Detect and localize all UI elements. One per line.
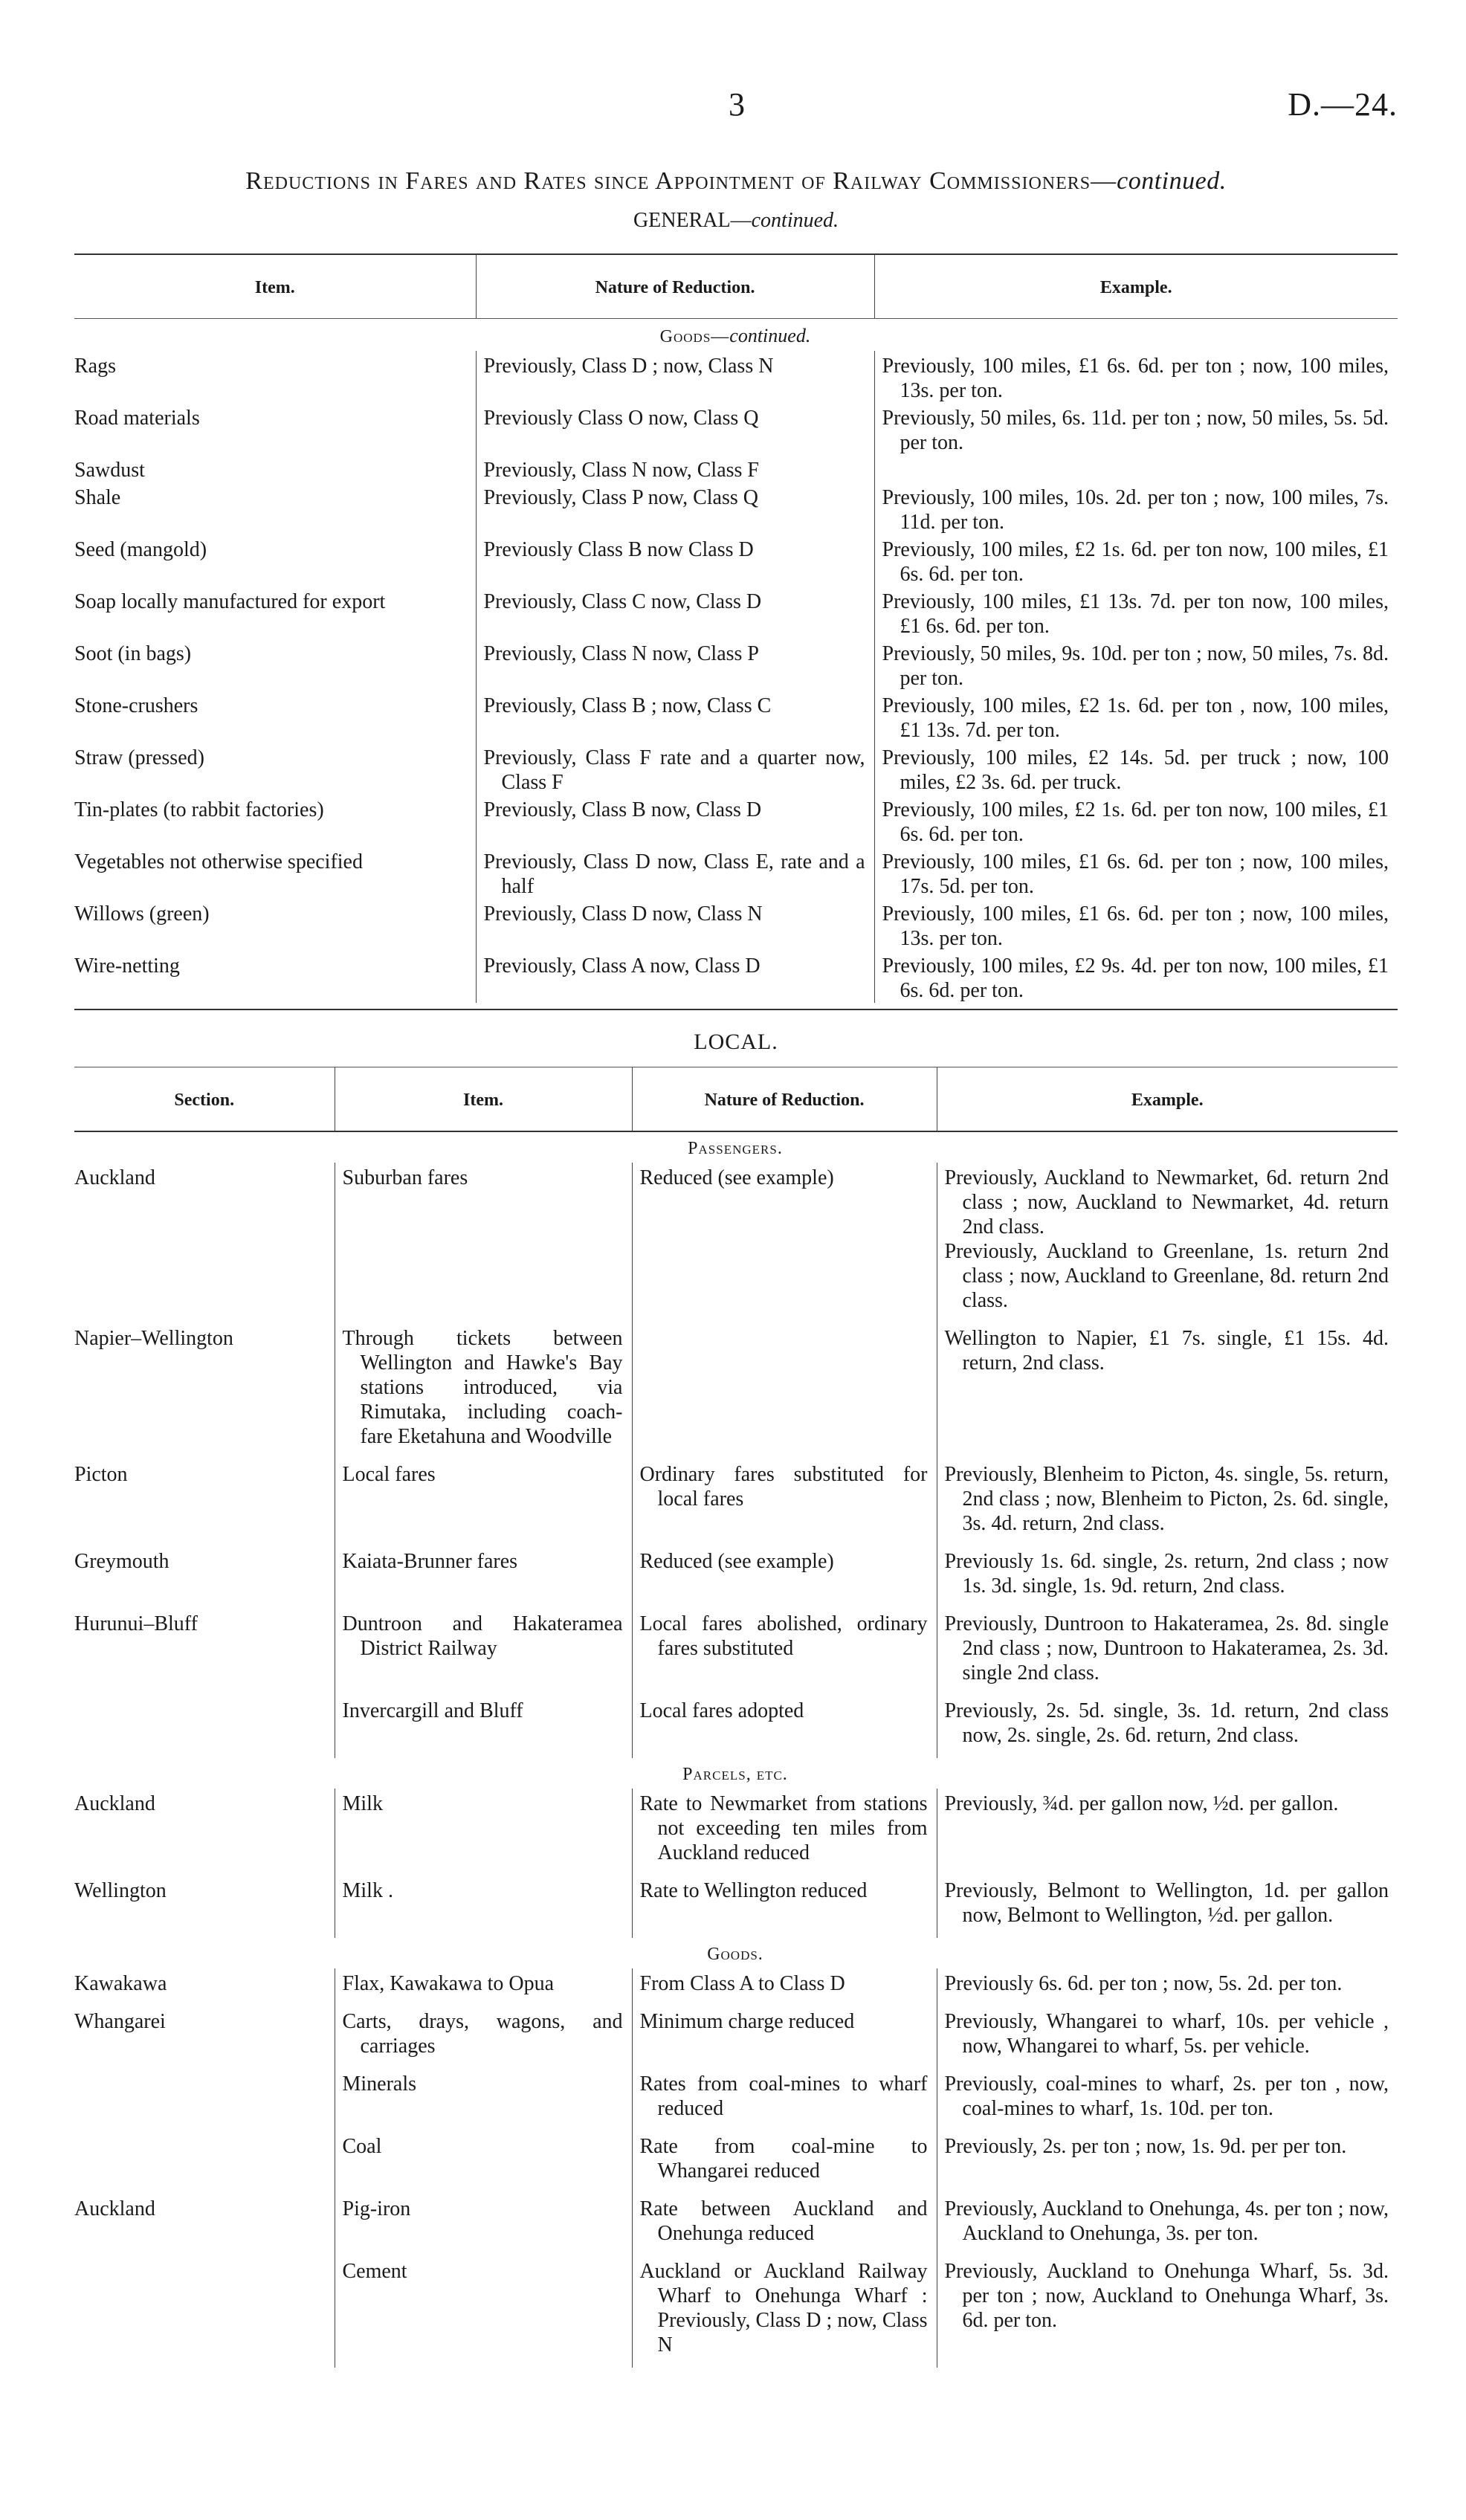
general-body	[74, 319, 1398, 1003]
local-nature-cell: Minimum charge reduced	[639, 2010, 855, 2033]
local-nature-cell: Local fares abolished, ordinary fares substituted	[639, 1612, 928, 1660]
example-cell: Previously, 100 miles, £2 1s. 6d. per ton , now, 100 miles, £1 13s. 7d. per ton.	[882, 694, 1389, 742]
local-nature-cell: Rate to Wellington reduced	[639, 1879, 868, 1902]
local-example-cell: Previously, Blenheim to Picton, 4s. single, 5s. return, 2nd class ; now, Blenheim to Picton, 2s. 6d. single, 3s. 4d. return, 2nd class.	[944, 1463, 1389, 1535]
col-header-local-nature: Nature of Reduction.	[632, 1067, 937, 1131]
page-number: 3	[729, 86, 745, 123]
page-header	[74, 85, 1398, 138]
general-bottom-rule	[74, 1009, 1398, 1010]
general-row	[74, 403, 1398, 455]
general-table	[74, 255, 1398, 1003]
example-cell: Previously, 100 miles, £2 9s. 4d. per ton now, 100 miles, £1 6s. 6d. per ton.	[882, 954, 1389, 1002]
col-header-local-example: Example.	[937, 1067, 1398, 1131]
nature-cell: Previously Class O now, Class Q	[483, 407, 759, 430]
col-header-example: Example.	[874, 255, 1398, 318]
general-row	[74, 587, 1398, 639]
local-example-cell: Previously, 2s. 5d. single, 3s. 1d. return, 2nd class now, 2s. single, 2s. 6d. return, 2nd class.	[944, 1699, 1389, 1747]
document-reference: D.—24.	[1288, 86, 1398, 123]
row-spacer	[74, 1598, 1398, 1609]
section-cell: Auckland	[74, 1792, 155, 1815]
title-main: Reductions in Fares and Rates since Appointment of Railway Commissioners—	[245, 167, 1117, 195]
local-row	[74, 1459, 1398, 1536]
local-example-cell: Previously, Auckland to Onehunga Wharf, 5s. 3d. per ton ; now, Auckland to Onehunga Wharf, 3s. 6d. per ton.	[944, 2260, 1389, 2332]
section-cell: Wellington	[74, 1879, 167, 1902]
example-cell: Previously, 100 miles, £1 6s. 6d. per ton ; now, 100 miles, 17s. 5d. per ton.	[882, 850, 1389, 898]
local-example-cell: Previously, 2s. per ton ; now, 1s. 9d. per per ton.	[944, 2135, 1347, 2158]
general-row	[74, 899, 1398, 951]
row-spacer	[74, 1449, 1398, 1459]
local-nature-cell: Reduced (see example)	[639, 1550, 834, 1573]
general-row	[74, 534, 1398, 587]
row-spacer	[74, 1865, 1398, 1876]
local-example-cell: Previously, Auckland to Newmarket, 6d. return 2nd class ; now, Auckland to Newmarket, 4d. return 2nd class.	[944, 1166, 1389, 1238]
local-example-cell: Previously, Belmont to Wellington, 1d. per gallon now, Belmont to Wellington, ½d. per gallon.	[944, 1879, 1389, 1927]
local-item-cell: Carts, drays, wagons, and carriages	[342, 2010, 623, 2058]
local-item-cell: Milk .	[342, 1879, 393, 1902]
item-cell: Seed (mangold)	[74, 538, 207, 561]
group-label: Passengers.	[688, 1139, 783, 1158]
local-nature-cell: From Class A to Class D	[639, 1972, 845, 1995]
local-row	[74, 2131, 1398, 2183]
example-cell: Previously, 100 miles, £1 6s. 6d. per ton ; now, 100 miles, 13s. per ton.	[882, 355, 1389, 402]
row-spacer	[74, 2183, 1398, 2194]
row-spacer	[74, 2357, 1398, 2368]
local-row	[74, 2069, 1398, 2121]
local-row	[74, 2256, 1398, 2357]
local-row	[74, 1968, 1398, 1996]
nature-cell: Previously, Class D ; now, Class N	[483, 355, 774, 378]
section-cell: Whangarei	[74, 2010, 166, 2033]
local-body	[74, 1132, 1398, 2368]
local-nature-cell: Local fares adopted	[639, 1699, 804, 1722]
local-title: LOCAL.	[694, 1030, 778, 1054]
local-example-cell: Previously, Auckland to Onehunga, 4s. per ton ; now, Auckland to Onehunga, 3s. per ton.	[944, 2197, 1389, 2245]
group-label: Parcels, etc.	[682, 1765, 788, 1784]
general-row	[74, 691, 1398, 743]
section-cell: Kawakawa	[74, 1972, 167, 1995]
group-label-row	[74, 1132, 1398, 1163]
group-label: Goods.	[707, 1945, 763, 1964]
local-item-cell: Suburban fares	[342, 1166, 468, 1189]
general-row	[74, 482, 1398, 534]
nature-cell: Previously, Class P now, Class Q	[483, 486, 758, 509]
document-page	[74, 85, 1398, 2368]
subtitle-continued: continued.	[751, 209, 839, 232]
local-item-cell: Invercargill and Bluff	[342, 1699, 523, 1722]
local-item-cell: Duntroon and Hakateramea District Railway	[342, 1612, 623, 1660]
local-item-cell: Cement	[342, 2260, 407, 2283]
nature-cell: Previously, Class N now, Class P	[483, 642, 760, 665]
local-nature-cell: Rate from coal-mine to Whangarei reduced	[639, 2135, 928, 2183]
example-cell: Previously, 100 miles, £2 1s. 6d. per ton now, 100 miles, £1 6s. 6d. per ton.	[882, 538, 1389, 586]
local-item-cell: Coal	[342, 2135, 382, 2158]
item-cell: Willows (green)	[74, 902, 210, 925]
local-row	[74, 1609, 1398, 1685]
item-cell: Rags	[74, 355, 116, 378]
local-row	[74, 1696, 1398, 1748]
nature-cell: Previously, Class N now, Class F	[483, 459, 760, 482]
section-cell: Napier–Wellington	[74, 1327, 233, 1350]
local-row	[74, 1163, 1398, 1313]
row-spacer	[74, 1996, 1398, 2006]
local-row	[74, 1323, 1398, 1449]
section-label: Goods—	[659, 327, 730, 346]
local-header-row	[74, 1067, 1398, 1131]
example-cell: Previously, 100 miles, 10s. 2d. per ton ; now, 100 miles, 7s. 11d. per ton.	[882, 486, 1389, 534]
local-row	[74, 1876, 1398, 1928]
local-row	[74, 2194, 1398, 2246]
example-cell: Previously, 50 miles, 6s. 11d. per ton ; now, 50 miles, 5s. 5d. per ton.	[882, 407, 1389, 454]
item-cell: Straw (pressed)	[74, 746, 204, 769]
local-item-cell: Through tickets between Wellington and Hawke's Bay stations introduced, via Rimutaka, including coach-fare Eketahuna and Woodville	[342, 1327, 623, 1448]
nature-cell: Previously, Class C now, Class D	[483, 590, 762, 613]
section-cell: Hurunui–Bluff	[74, 1612, 198, 1635]
section-label-continued: continued.	[729, 325, 811, 346]
row-spacer	[74, 1536, 1398, 1546]
nature-cell: Previously, Class A now, Class D	[483, 954, 761, 978]
section-cell: Picton	[74, 1463, 128, 1486]
col-header-item: Item.	[254, 278, 295, 297]
general-row	[74, 795, 1398, 847]
nature-cell: Previously, Class B now, Class D	[483, 798, 762, 821]
row-spacer	[74, 1685, 1398, 1696]
item-cell: Road materials	[74, 407, 200, 430]
local-example-cell-continued: Previously, Auckland to Greenlane, 1s. return 2nd class ; now, Auckland to Greenlane, 8d. return 2nd class.	[944, 1240, 1389, 1312]
nature-cell: Previously, Class F rate and a quarter now, Class F	[483, 746, 865, 794]
row-spacer	[74, 1313, 1398, 1323]
local-row	[74, 1546, 1398, 1598]
item-cell: Wire-netting	[74, 954, 180, 978]
item-cell: Soot (in bags)	[74, 642, 192, 665]
general-row	[74, 639, 1398, 691]
example-cell: Previously, 100 miles, £2 14s. 5d. per truck ; now, 100 miles, £2 3s. 6d. per truck.	[882, 746, 1389, 794]
local-nature-cell: Ordinary fares substituted for local fares	[639, 1463, 928, 1511]
item-cell: Vegetables not otherwise specified	[74, 850, 363, 873]
local-item-cell: Flax, Kawakawa to Opua	[342, 1972, 555, 1995]
title-continued: continued.	[1117, 167, 1227, 195]
example-cell: Previously, 100 miles, £2 1s. 6d. per ton now, 100 miles, £1 6s. 6d. per ton.	[882, 798, 1389, 846]
col-header-section: Section.	[174, 1091, 235, 1110]
local-item-cell: Kaiata-Brunner fares	[342, 1550, 518, 1573]
nature-cell: Previously, Class B ; now, Class C	[483, 694, 772, 717]
row-spacer	[74, 2246, 1398, 2256]
group-label-row	[74, 1758, 1398, 1789]
item-cell: Sawdust	[74, 459, 145, 482]
local-item-cell: Milk	[342, 1792, 383, 1815]
item-cell: Tin-plates (to rabbit factories)	[74, 798, 324, 821]
item-cell: Shale	[74, 486, 121, 509]
local-example-cell: Previously, ¾d. per gallon now, ½d. per gallon.	[944, 1792, 1339, 1815]
local-nature-cell: Rate between Auckland and Onehunga reduced	[639, 2197, 928, 2245]
local-item-cell: Local fares	[342, 1463, 436, 1486]
general-row	[74, 743, 1398, 795]
nature-cell: Previously Class B now Class D	[483, 538, 754, 561]
row-spacer	[74, 2058, 1398, 2069]
col-header-nature: Nature of Reduction.	[476, 255, 874, 318]
general-row	[74, 351, 1398, 403]
local-row	[74, 1789, 1398, 1865]
col-header-local-item: Item.	[335, 1067, 632, 1131]
local-nature-cell: Rate to Newmarket from stations not exceeding ten miles from Auckland reduced	[639, 1792, 928, 1864]
section-cell: Greymouth	[74, 1550, 169, 1573]
item-cell: Stone-crushers	[74, 694, 198, 717]
row-spacer	[74, 2121, 1398, 2131]
local-example-cell: Previously, Duntroon to Hakateramea, 2s. 8d. single 2nd class ; now, Duntroon to Hakateramea, 2s. 3d. single 2nd class.	[944, 1612, 1389, 1684]
local-example-cell: Previously 1s. 6d. single, 2s. return, 2nd class ; now 1s. 3d. single, 1s. 9d. return, 2nd class.	[944, 1550, 1389, 1597]
group-label-row	[74, 1938, 1398, 1968]
row-spacer	[74, 1928, 1398, 1938]
general-row	[74, 455, 1398, 482]
local-example-cell: Previously 6s. 6d. per ton ; now, 5s. 2d. per ton.	[944, 1972, 1343, 1995]
nature-cell: Previously, Class D now, Class N	[483, 902, 763, 925]
nature-cell: Previously, Class D now, Class E, rate and a half	[483, 850, 865, 898]
row-spacer	[74, 1748, 1398, 1758]
item-cell: Soap locally manufactured for export	[74, 590, 386, 613]
local-table	[74, 1067, 1398, 2368]
example-cell: Previously, 50 miles, 9s. 10d. per ton ; now, 50 miles, 7s. 8d. per ton.	[882, 642, 1389, 690]
local-row	[74, 2006, 1398, 2058]
local-nature-cell: Reduced (see example)	[639, 1166, 834, 1189]
local-example-cell: Wellington to Napier, £1 7s. single, £1 15s. 4d. return, 2nd class.	[944, 1327, 1389, 1374]
local-item-cell: Pig-iron	[342, 2197, 411, 2220]
page-title	[74, 167, 1398, 196]
local-example-cell: Previously, Whangarei to wharf, 10s. per vehicle , now, Whangarei to wharf, 5s. per vehicle.	[944, 2010, 1389, 2058]
section-cell: Auckland	[74, 1166, 155, 1189]
section-label-row	[74, 319, 1398, 351]
local-nature-cell: Auckland or Auckland Railway Wharf to Onehunga Wharf : Previously, Class D ; now, Class N	[639, 2260, 928, 2356]
local-nature-cell: Rates from coal-mines to wharf reduced	[639, 2072, 928, 2120]
general-header-row	[74, 255, 1398, 318]
example-cell: Previously, 100 miles, £1 13s. 7d. per ton now, 100 miles, £1 6s. 6d. per ton.	[882, 590, 1389, 638]
general-subtitle	[74, 209, 1398, 233]
local-item-cell: Minerals	[342, 2072, 417, 2096]
subtitle-main: GENERAL—	[633, 209, 752, 232]
general-row	[74, 951, 1398, 1003]
section-cell: Auckland	[74, 2197, 155, 2220]
local-example-cell: Previously, coal-mines to wharf, 2s. per ton , now, coal-mines to wharf, 1s. 10d. per ton.	[944, 2072, 1389, 2120]
general-row	[74, 847, 1398, 899]
example-cell: Previously, 100 miles, £1 6s. 6d. per ton ; now, 100 miles, 13s. per ton.	[882, 902, 1389, 950]
